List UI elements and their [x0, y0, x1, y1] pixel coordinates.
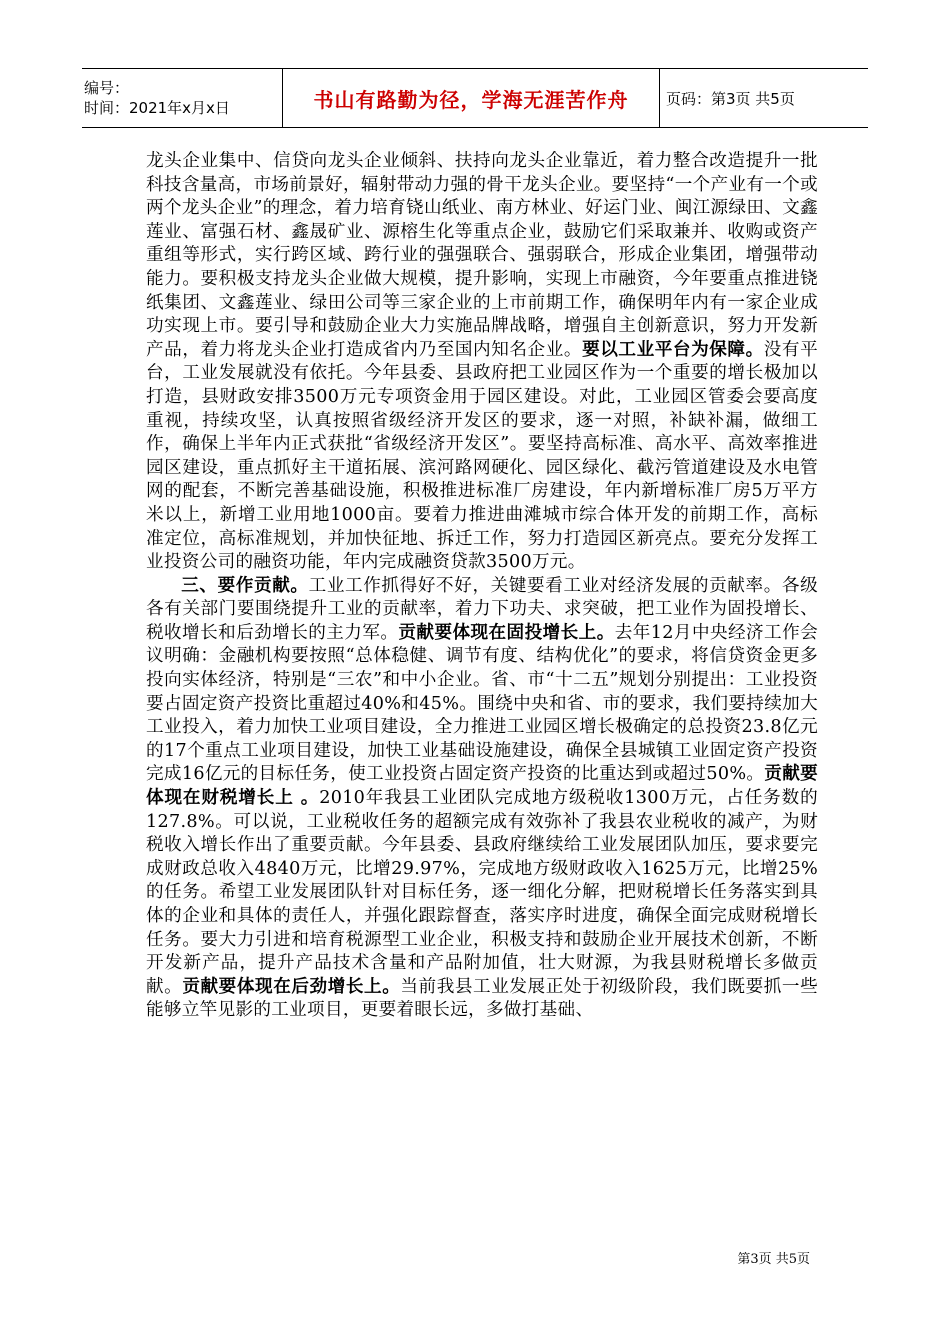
p2-text-c: 2010年我县工业团队完成地方级税收1300万元，占任务数的127.8%。可以说，工业税收任务的超额完成有效弥补了我县农业税收的减产，为财税收入增长作出了重要贡献。今年县委、县政府继续给工业发展团队加压，要求要完成财政总收入4840万元，比增29.97%，完成地方级财政收入1625万元，比增25%的任务。希望工业发展团队针对目标任务，逐一细化分解，把财税增长任务落实到具体的企业和具体的责任人，并强化跟踪督查，落实序时进度，确保全面完成财税增长任务。要大力引进和培育税源型工业企业，积极支持和鼓励企业开展技术创新，不断开发新产品，提升产品技术含量和产品附加值，壮大财源，为我县财税增长多做贡献。: [146, 788, 818, 997]
number-label: 编号：: [84, 79, 130, 97]
document-body: [146, 150, 818, 1023]
p1-bold-heading: 要以工业平台为保障。: [582, 339, 764, 360]
footer-page-label: 第3页 共5页: [737, 1252, 810, 1267]
p2-text-a: 工业工作抓得好不好，关键要看工业对经济发展的贡献率。各级各有关部门要围绕提升工业的贡献率，着力下功夫、求突破，把工业作为固投增长、税收增长和后劲增长的主力军。: [146, 575, 818, 643]
time-label: 时间：2021年x月x日: [84, 99, 230, 117]
header-info: [82, 69, 282, 127]
p1-text-a: 龙头企业集中、信贷向龙头企业倾斜、扶持向龙头企业靠近，着力整合改造提升一批科技含量高，市场前景好，辐射带动力强的骨干龙头企业。要坚持“一个产业有一个或两个龙头企业”的理念，着力培育铙山纸业、南方林业、好运门业、闽江源绿田、文鑫莲业、富强石材、鑫晟矿业、源榕生化等重点企业，鼓励它们采取兼并、收购或资产重组等形式，实行跨区域、跨行业的强强联合、强弱联合，形成企业集团，增强带动能力。要积极支持龙头企业做大规模，提升影响，实现上市融资，今年要重点推进铙纸集团、文鑫莲业、绿田公司等三家企业的上市前期工作，确保明年内有一家企业成功实现上市。要引导和鼓励企业大力实施品牌战略，增强自主创新意识，努力开发新产品，着力将龙头企业打造成省内乃至国内知名企业。: [146, 151, 818, 360]
header-page: [660, 69, 868, 127]
section-heading: 三、要作贡献。: [181, 575, 309, 596]
paragraph-1: [146, 150, 818, 575]
p2-bold-momentum: 贡献要体现在后劲增长上。: [182, 976, 401, 997]
p2-text-d: 当前我县工业发展正处于初级阶段，我们既要抓一些能够立竿见影的工业项目，更要着眼长远，多做打基础、: [146, 976, 818, 1021]
p1-text-b: 没有平台，工业发展就没有依托。今年县委、县政府把工业园区作为一个重要的增长极加以打造，县财政安排3500万元专项资金用于园区建设。对此，工业园区管委会要高度重视，持续攻坚，认真按照省级经济开发区的要求，逐一对照，补缺补漏，做细工作，确保上半年内正式获批“省级经济开发区”。要坚持高标准、高水平、高效率推进园区建设，重点抓好主干道拓展、滨河路网硬化、园区绿化、截污管道建设及水电管网的配套，不断完善基础设施，积极推进标准厂房建设，年内新增标准厂房5万平方米以上，新增工业用地1000亩。要着力推进曲滩城市综合体开发的前期工作，高标准定位，高标准规划，并加快征地、拆迁工作，努力打造园区新亮点。要充分发挥工业投资公司的融资功能，年内完成融资贷款3500万元。: [146, 339, 818, 573]
p2-bold-investment: 贡献要体现在固投增长上。: [398, 622, 615, 643]
p2-text-b: 去年12月中央经济工作会议明确：金融机构要按照“总体稳健、调节有度、结构优化”的要求，将信贷资金更多投向实体经济，特别是“三农”和中小企业。省、市“十二五”规划分别提出：工业投资要占固定资产投资比重超过40%和45%。围绕中央和省、市的要求，我们要持续加大工业投入，着力加快工业项目建设，全力推进工业园区增长极确定的总投资23.8亿元的17个重点工业项目建设，加快工业基础设施建设，确保全县城镇工业固定资产投资完成16亿元的目标任务，使工业投资占固定资产投资的比重达到或超过50%。: [146, 622, 818, 785]
p2-bold-tax: 贡献要体现在财税增长上 。: [146, 764, 818, 809]
page-header: [82, 68, 868, 128]
header-page-label: 页码：第3页 共5页: [666, 89, 795, 108]
header-motto: [282, 69, 660, 127]
paragraph-2: [146, 575, 818, 1023]
page-footer: [737, 1248, 810, 1267]
motto-text: 书山有路勤为径，学海无涯苦作舟: [313, 87, 629, 112]
